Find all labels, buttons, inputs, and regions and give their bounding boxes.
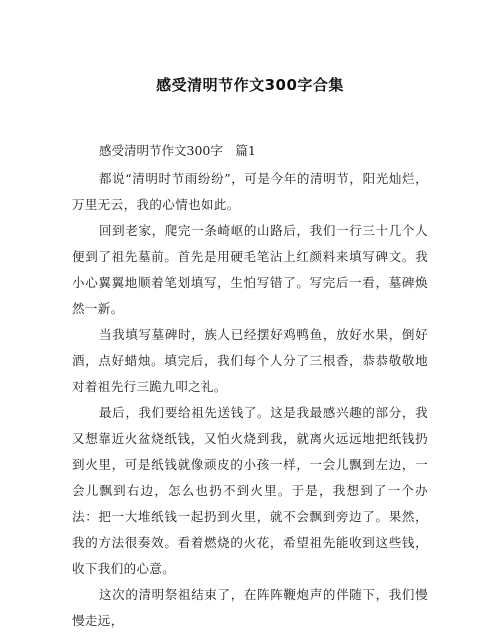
section-heading: 感受清明节作文300字 篇1 — [99, 143, 256, 158]
article-body — [72, 139, 428, 634]
paragraph-2: 回到老家，爬完一条崎岖的山路后，我们一行三十几个人便到了祖先墓前。首先是用硬毛笔沾上红颜料来填写碑文。我小心翼翼地顺着笔划填写，生怕写错了。写完后一看，墓碑焕然一新。 — [72, 223, 428, 316]
paragraph-4: 最后，我们要给祖先送钱了。这是我最感兴趣的部分，我又想靠近火盆烧纸钱，又怕火烧到我，就离火远远地把纸钱扔到火里，可是纸钱就像顽皮的小孩一样，一会儿飘到左边，一会儿飘到右边，怎么也扔不到火里。于是，我想到了一个办法：把一大堆纸钱一起扔到火里，就不会飘到旁边了。果然，我的方法很奏效。看着燃烧的火花，希望祖先能收到这些钱，收下我们的心意。 — [72, 405, 428, 576]
document-title: 感受清明节作文300字合集 — [156, 76, 344, 94]
paragraph-5: 这次的清明祭祖结束了，在阵阵鞭炮声的伴随下，我们慢慢走远， — [72, 587, 428, 628]
paragraph-3: 当我填写墓碑时，族人已经摆好鸡鸭鱼，放好水果，倒好酒，点好蜡烛。填完后，我们每个人分了三根香，恭恭敬敬地对着祖先行三跪九叩之礼。 — [72, 327, 428, 394]
paragraph-1: 都说“清明时节雨纷纷”，可是今年的清明节，阳光灿烂，万里无云，我的心情也如此。 — [72, 171, 428, 212]
